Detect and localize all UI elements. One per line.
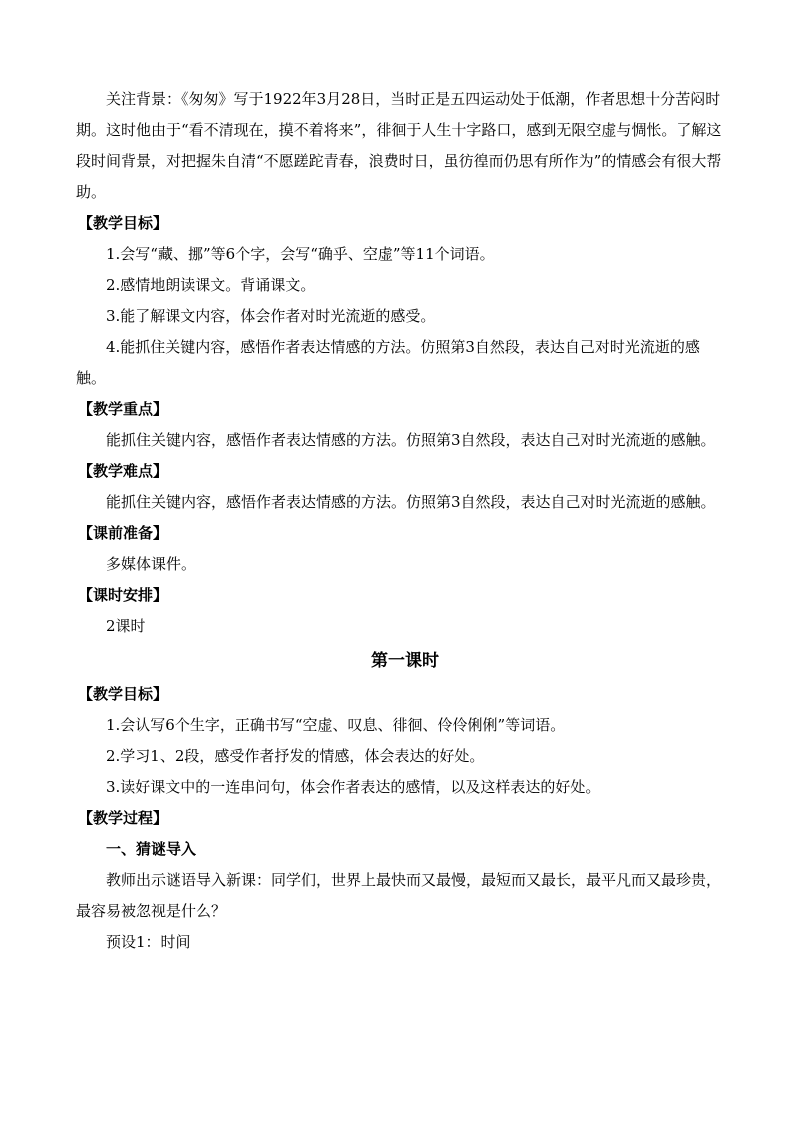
preparation-heading: 【课前准备】 xyxy=(78,524,169,542)
lesson-goal-item: 1.会认写6个生字，正确书写“空虚、叹息、徘徊、伶伶俐俐”等词语。 xyxy=(106,716,566,734)
difficulties-text: 能抓住关键内容，感悟作者表达情感的方法。仿照第3自然段，表达自己对时光流逝的感触。 xyxy=(106,493,716,511)
preset-text: 预设1：时间 xyxy=(106,933,191,951)
difficulties-heading: 【教学难点】 xyxy=(78,462,169,480)
lesson-title: 第一课时 xyxy=(371,651,439,671)
lesson-goal-item: 2.学习1、2段，感受作者抒发的情感，体会表达的好处。 xyxy=(106,747,485,765)
goals-heading: 【教学目标】 xyxy=(78,214,169,232)
step-text: 教师出示谜语导入新课：同学们，世界上最快而又最慢，最短而又最长，最平凡而又最珍贵，最容易被忽视是什么？ xyxy=(76,871,722,920)
key-points-heading: 【教学重点】 xyxy=(78,400,169,418)
schedule-heading: 【课时安排】 xyxy=(78,586,169,604)
background-paragraph: 关注背景：《匆匆》写于1922年3月28日，当时正是五四运动处于低潮，作者思想十分苦闷时期。这时他由于“看不清现在，摸不着将来”，徘徊于人生十字路口，感到无限空虚与惆怅。了解这段时间背景，对把握朱自清“不愿蹉跎青春，浪费时日，虽彷徨而仍思有所作为”的情感会有很大帮助。 xyxy=(76,90,722,201)
goal-item: 2.感情地朗读课文。背诵课文。 xyxy=(106,276,316,294)
step-title: 一、猜谜导入 xyxy=(106,840,197,858)
key-points-text: 能抓住关键内容，感悟作者表达情感的方法。仿照第3自然段，表达自己对时光流逝的感触。 xyxy=(106,431,716,449)
schedule-text: 2课时 xyxy=(106,617,146,635)
lesson-goals-heading: 【教学目标】 xyxy=(78,685,169,703)
process-heading: 【教学过程】 xyxy=(78,809,169,827)
goal-item: 3.能了解课文内容，体会作者对时光流逝的感受。 xyxy=(106,307,436,325)
lesson-goal-item: 3.读好课文中的一连串问句，体会作者表达的感情，以及这样表达的好处。 xyxy=(106,778,601,796)
preparation-text: 多媒体课件。 xyxy=(106,555,197,573)
document-content xyxy=(76,84,722,958)
goal-item: 1.会写“藏、挪”等6个字，会写“确乎、空虚”等11个词语。 xyxy=(106,245,495,263)
goal-item: 4.能抓住关键内容，感悟作者表达情感的方法。仿照第3自然段，表达自己对时光流逝的感触。 xyxy=(76,338,700,387)
